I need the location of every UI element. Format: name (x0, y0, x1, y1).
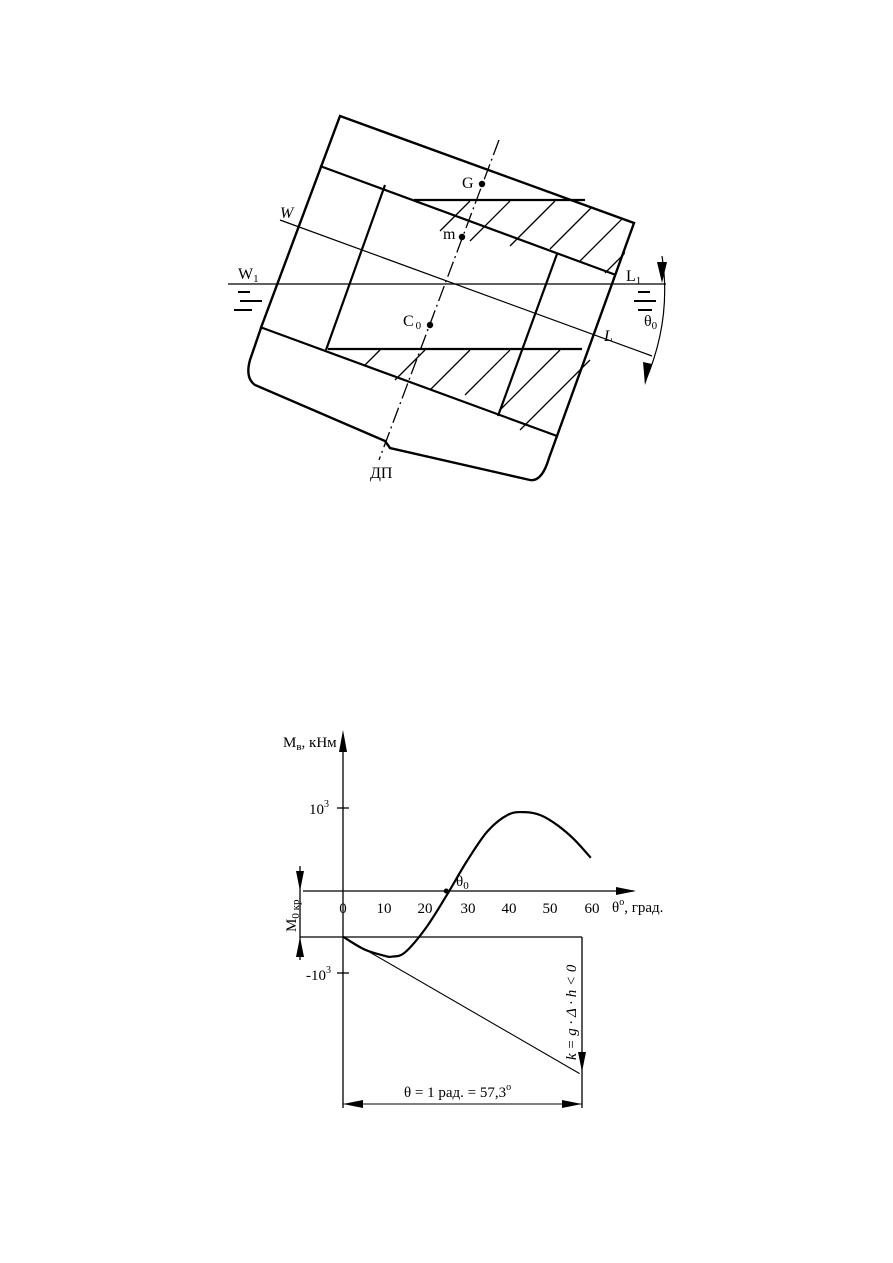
x-tick-label-60: 60 (584, 901, 600, 917)
theta0-point (444, 889, 449, 894)
m0kr-arrow-bottom (296, 937, 304, 957)
rad-arrow-right (562, 1100, 582, 1108)
label-c: C 0 (403, 313, 422, 332)
x-tick-label-30: 30 (460, 901, 476, 917)
rad-arrow-left (343, 1100, 363, 1108)
rad-label: θ = 1 рад. = $57,3^o$ (404, 1082, 512, 1101)
label-l1: L1 (626, 268, 642, 287)
x-tick-label-20: 20 (417, 901, 433, 917)
m0kr-arrow-top (296, 871, 304, 891)
label-g: G (462, 175, 474, 192)
initial-tangent-line (343, 937, 580, 1074)
label-m: m (443, 226, 456, 243)
y-axis-arrow (339, 730, 347, 752)
label-w1: W1 (238, 266, 259, 285)
x-tick-label-10: 10 (376, 901, 392, 917)
x-tick-label-40: 40 (501, 901, 517, 917)
m0kr-label: $M_{0 кр}$ (284, 899, 302, 932)
label-l: L (604, 328, 613, 345)
label-w: W (280, 205, 294, 222)
x-axis-arrow (616, 887, 636, 895)
x-tick-labels (339, 901, 599, 917)
label-theta0: θ0 (644, 313, 658, 332)
k-label: k = g · Δ · h < 0 (564, 964, 580, 1060)
y-axis-label: $M_в$, кНм (283, 735, 337, 753)
chart-marks (343, 812, 591, 1074)
y-tick-label-pos: $10^3$ (309, 799, 329, 818)
x-tick-label-0: 0 (339, 901, 347, 917)
x-axis-label: $\theta^o$, град. (612, 897, 664, 916)
x-tick-label-50: 50 (542, 901, 558, 917)
y-tick-label-neg: $-10^3$ (306, 965, 331, 984)
label-dp: ДП (370, 465, 393, 482)
theta0-label: $\theta_0$ (456, 874, 469, 892)
